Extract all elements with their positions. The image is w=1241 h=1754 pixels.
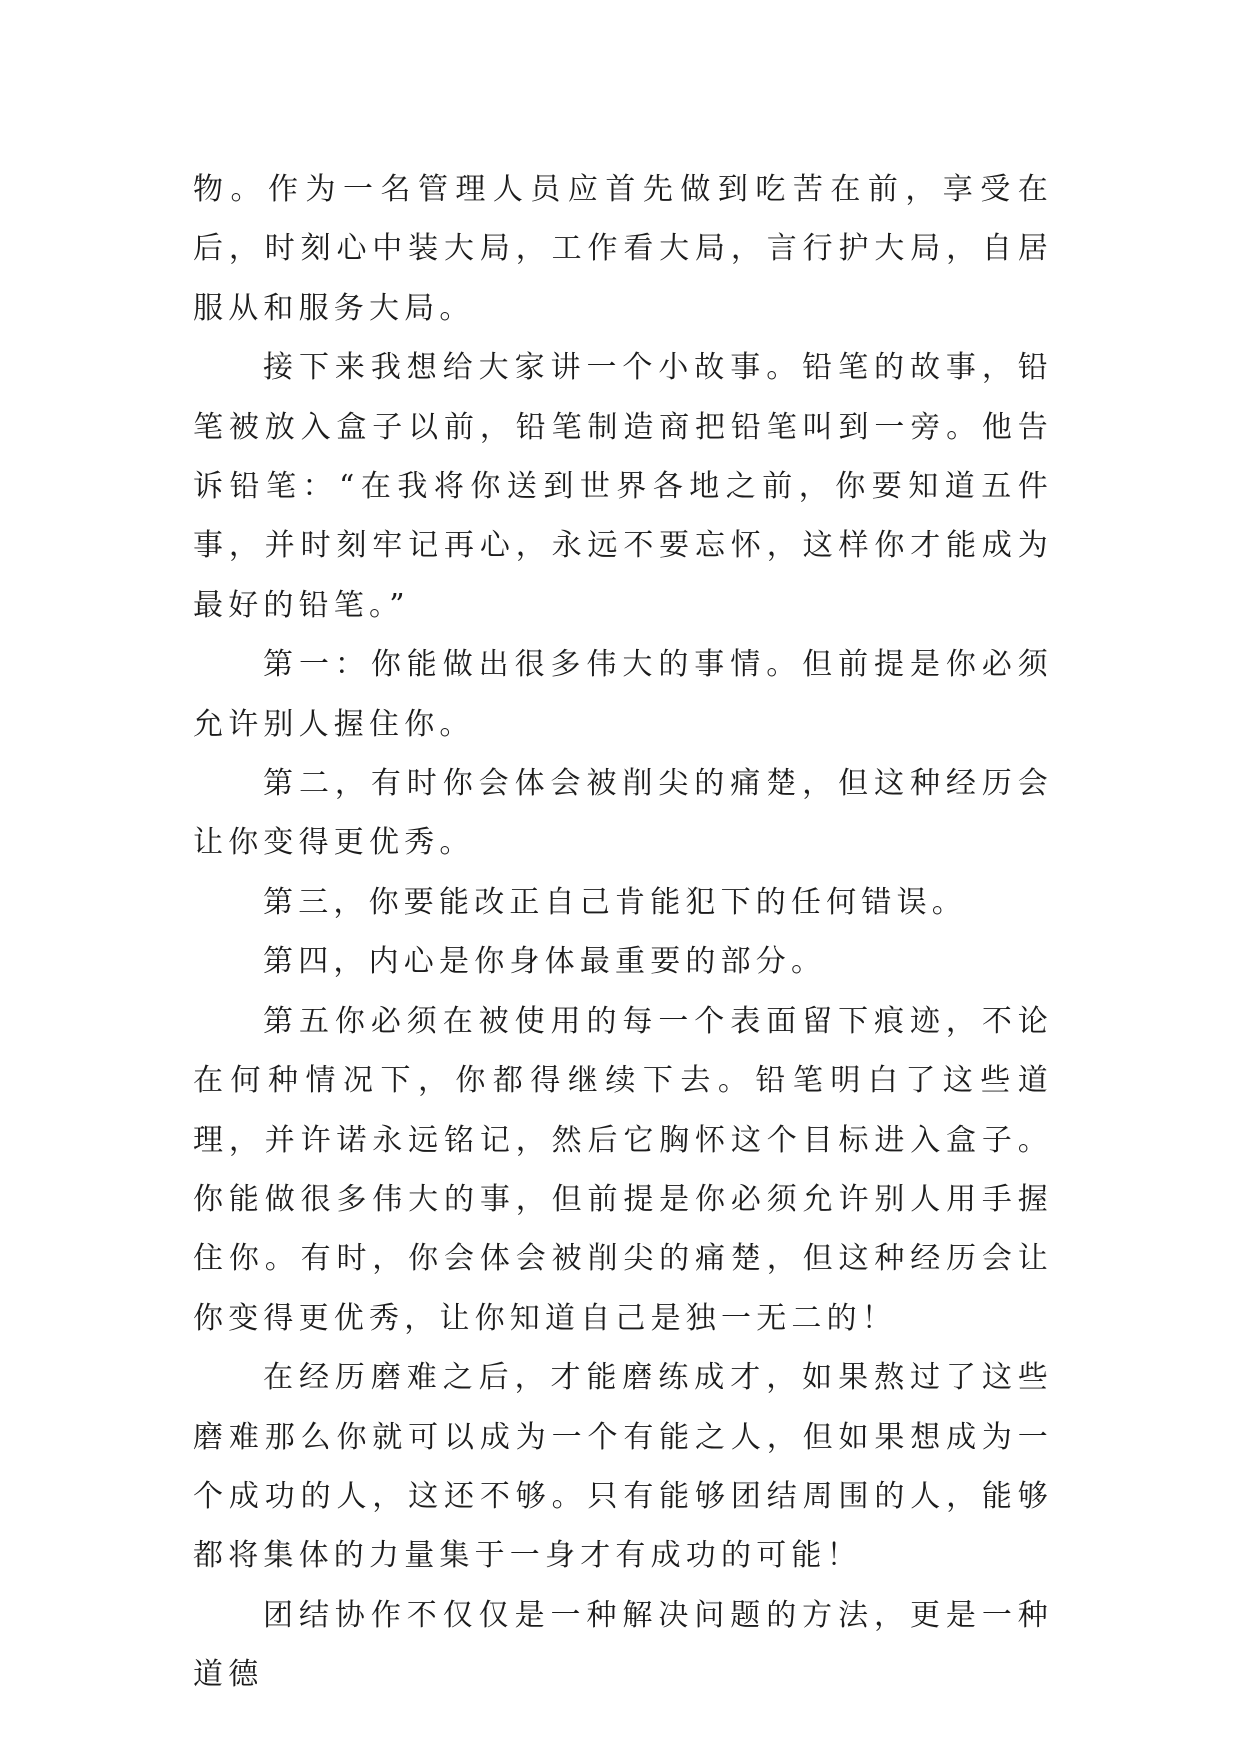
- paragraph-8: 在经历磨难之后，才能磨练成才，如果熬过了这些磨难那么你就可以成为一个有能之人，但如果想成为一个成功的人，这还不够。只有能够团结周围的人，能够都将集体的力量集于一身才有成功的可能！: [193, 1360, 1053, 1574]
- paragraph-6: 第四，内心是你身体最重要的部分。: [263, 944, 827, 980]
- paragraph-9: 团结协作不仅仅是一种解决问题的方法，更是一种道德: [193, 1597, 1053, 1693]
- paragraph-7: 第五你必须在被使用的每一个表面留下痕迹，不论在何种情况下，你都得继续下去。铅笔明白了这些道理，并许诺永远铭记，然后它胸怀这个目标进入盒子。你能做很多伟大的事，但前提是你必须允许别人用手握住你。有时，你会体会被削尖的痛楚，但这种经历会让你变得更优秀，让你知道自己是独一无二的！: [193, 1003, 1053, 1336]
- paragraph-5: 第三，你要能改正自己肯能犯下的任何错误。: [263, 884, 967, 920]
- paragraph-4: 第二，有时你会体会被削尖的痛楚，但这种经历会让你变得更优秀。: [193, 766, 1053, 861]
- document-body: [193, 160, 1053, 1705]
- paragraph-1: 物。作为一名管理人员应首先做到吃苦在前，享受在后，时刻心中装大局，工作看大局，言行护大局，自居服从和服务大局。: [193, 172, 1053, 326]
- paragraph-2: 接下来我想给大家讲一个小故事。铅笔的故事，铅笔被放入盒子以前，铅笔制造商把铅笔叫到一旁。他告诉铅笔：“在我将你送到世界各地之前，你要知道五件事，并时刻牢记再心，永远不要忘怀，这样你才能成为最好的铅笔。”: [193, 350, 1053, 623]
- paragraph-3: 第一：你能做出很多伟大的事情。但前提是你必须允许别人握住你。: [193, 647, 1053, 742]
